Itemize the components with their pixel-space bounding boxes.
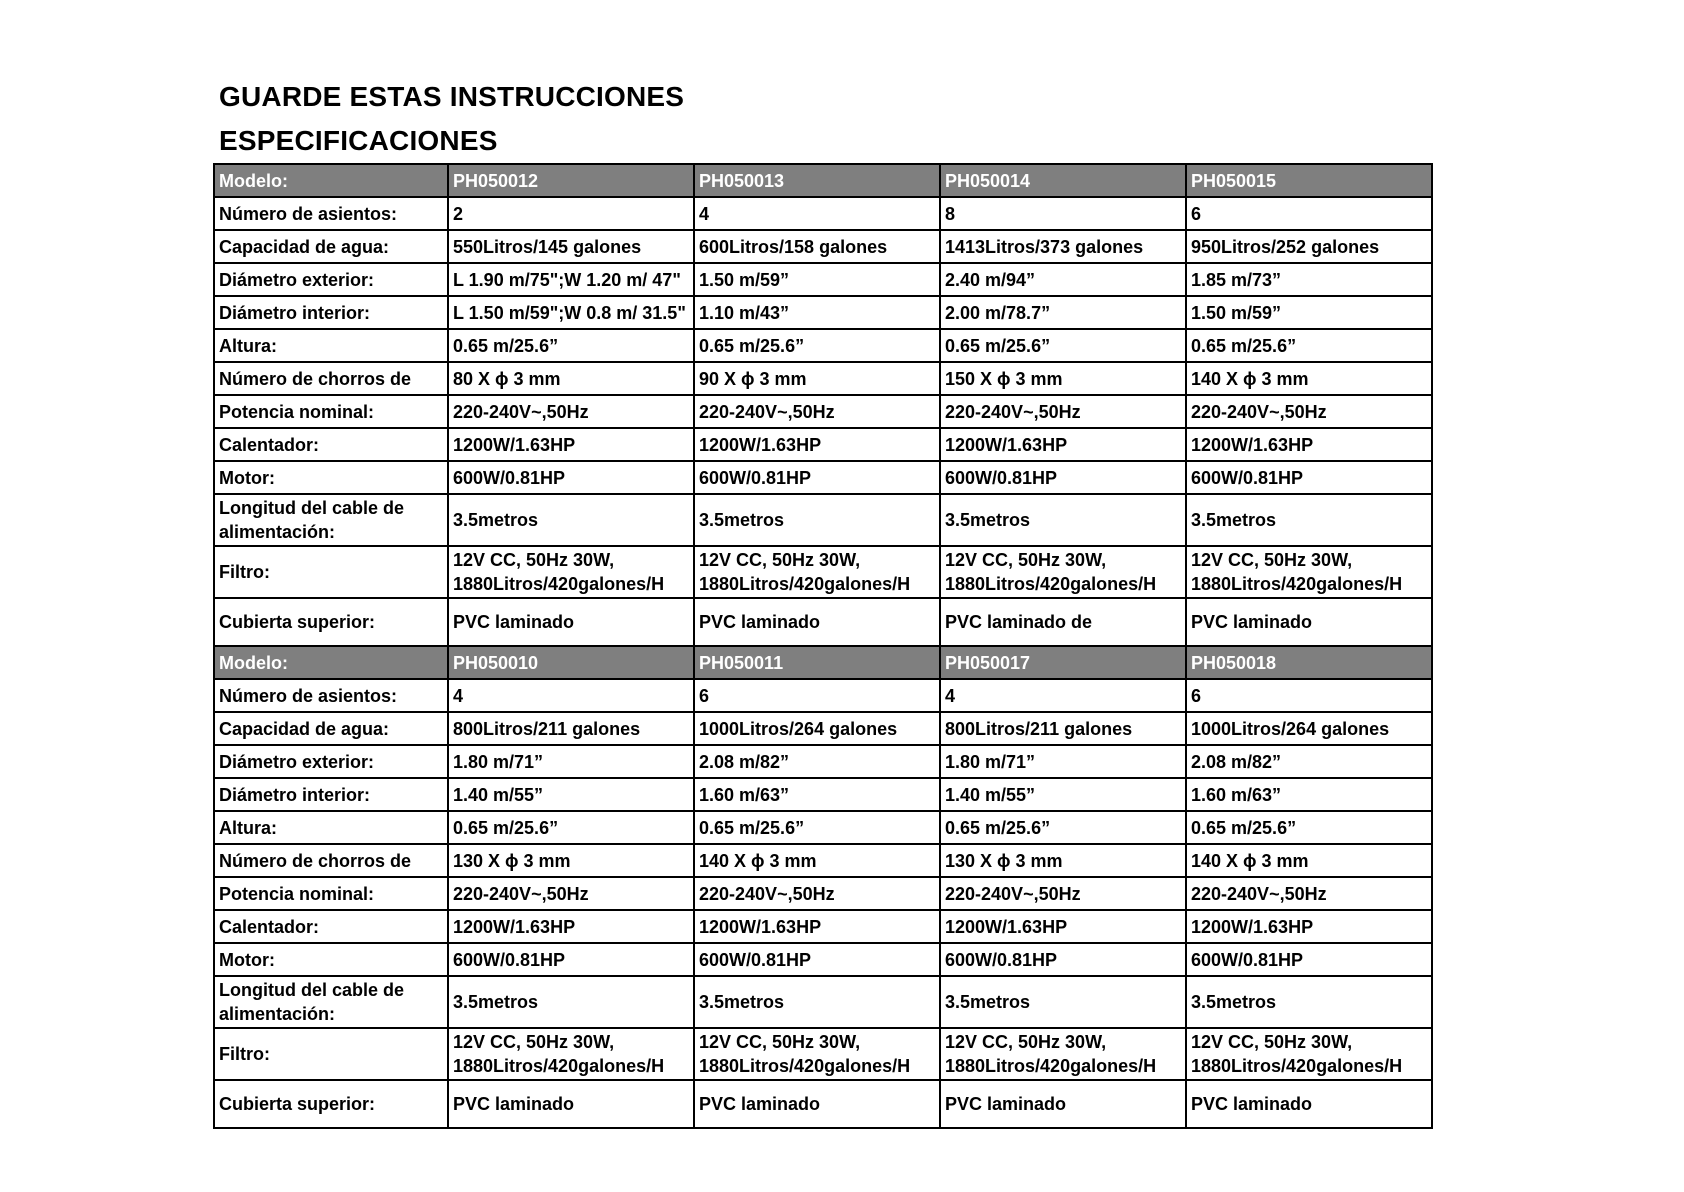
row-label: Calentador:: [214, 910, 448, 943]
row-label: Número de chorros de: [214, 362, 448, 395]
table-cell: 1.80 m/71”: [448, 745, 694, 778]
row-label: Diámetro interior:: [214, 778, 448, 811]
power-row: [214, 395, 1432, 428]
table-cell: 1200W/1.63HP: [694, 428, 940, 461]
motor-row: [214, 943, 1432, 976]
table-cell: 0.65 m/25.6”: [940, 811, 1186, 844]
table-cell: [448, 546, 694, 598]
table-cell: 3.5metros: [940, 976, 1186, 1028]
table-cell: 950Litros/252 galones: [1186, 230, 1432, 263]
filter-row: [214, 546, 1432, 598]
filter-flow-line: 1880Litros/420galones/H: [945, 1056, 1157, 1076]
table-cell: 1.50 m/59”: [1186, 296, 1432, 329]
table-cell: PVC laminado: [1186, 598, 1432, 646]
table-cell: 600W/0.81HP: [940, 461, 1186, 494]
row-label: Número de asientos:: [214, 679, 448, 712]
table-cell: 600W/0.81HP: [1186, 461, 1432, 494]
table-cell: 1.50 m/59”: [694, 263, 940, 296]
table-cell: 220-240V~,50Hz: [448, 877, 694, 910]
table-cell: 1.10 m/43”: [694, 296, 940, 329]
row-label: Calentador:: [214, 428, 448, 461]
table-cell: 1.40 m/55”: [940, 778, 1186, 811]
table-cell: 220-240V~,50Hz: [940, 877, 1186, 910]
row-label: Diámetro exterior:: [214, 745, 448, 778]
table-cell: 3.5metros: [1186, 494, 1432, 546]
row-label: Longitud del cable de alimentación:: [214, 494, 448, 546]
filter-flow-line: 1880Litros/420galones/H: [945, 574, 1157, 594]
row-label: Capacidad de agua:: [214, 712, 448, 745]
height-row: [214, 811, 1432, 844]
water-capacity-row: [214, 230, 1432, 263]
table-cell: 220-240V~,50Hz: [940, 395, 1186, 428]
table-cell: 4: [694, 197, 940, 230]
outer-diameter-row: [214, 745, 1432, 778]
table-cell: [940, 1028, 1186, 1080]
table-cell: 3.5metros: [1186, 976, 1432, 1028]
table-cell: 2: [448, 197, 694, 230]
table-cell: 1200W/1.63HP: [448, 428, 694, 461]
table-cell: 220-240V~,50Hz: [694, 395, 940, 428]
table-cell: 0.65 m/25.6”: [448, 329, 694, 362]
table-cell: 90 X ϕ 3 mm: [694, 362, 940, 395]
table-cell: 1.85 m/73”: [1186, 263, 1432, 296]
table-cell: 6: [1186, 679, 1432, 712]
table-cell: 1.60 m/63”: [694, 778, 940, 811]
model-header-row: [214, 646, 1432, 679]
table-cell: 130 X ϕ 3 mm: [448, 844, 694, 877]
filter-spec-line: 12V CC, 50Hz 30W,: [453, 1032, 615, 1052]
table-cell: 600W/0.81HP: [694, 943, 940, 976]
table-cell: 800Litros/211 galones: [940, 712, 1186, 745]
filter-spec-line: 12V CC, 50Hz 30W,: [945, 1032, 1107, 1052]
table-cell: [448, 1028, 694, 1080]
table-cell: 220-240V~,50Hz: [694, 877, 940, 910]
model-name: PH050017: [940, 646, 1186, 679]
table-cell: 1200W/1.63HP: [448, 910, 694, 943]
row-label: Altura:: [214, 811, 448, 844]
jets-row: [214, 844, 1432, 877]
row-label: Diámetro interior:: [214, 296, 448, 329]
table-cell: 6: [1186, 197, 1432, 230]
table-cell: 600W/0.81HP: [448, 943, 694, 976]
table-cell: 3.5metros: [448, 494, 694, 546]
filter-flow-line: 1880Litros/420galones/H: [1191, 1056, 1403, 1076]
table-cell: [694, 1028, 940, 1080]
row-label: Potencia nominal:: [214, 877, 448, 910]
model-label: Modelo:: [214, 164, 448, 197]
filter-spec-line: 12V CC, 50Hz 30W,: [699, 1032, 861, 1052]
filter-row: [214, 1028, 1432, 1080]
table-cell: 4: [940, 679, 1186, 712]
row-label: Cubierta superior:: [214, 598, 448, 646]
model-name: PH050012: [448, 164, 694, 197]
seats-row: [214, 679, 1432, 712]
table-cell: PVC laminado: [448, 598, 694, 646]
table-cell: [694, 546, 940, 598]
water-capacity-row: [214, 712, 1432, 745]
table-cell: 1.80 m/71”: [940, 745, 1186, 778]
section-title: ESPECIFICACIONES: [219, 125, 498, 156]
table-cell: 3.5metros: [448, 976, 694, 1028]
filter-flow-line: 1880Litros/420galones/H: [1191, 574, 1403, 594]
table-cell: 140 X ϕ 3 mm: [1186, 362, 1432, 395]
table-cell: 600Litros/158 galones: [694, 230, 940, 263]
row-label: Número de asientos:: [214, 197, 448, 230]
specifications-table: [213, 163, 1433, 1129]
filter-flow-line: 1880Litros/420galones/H: [699, 1056, 911, 1076]
table-cell: 1200W/1.63HP: [940, 428, 1186, 461]
table-cell: 8: [940, 197, 1186, 230]
table-cell: 3.5metros: [694, 976, 940, 1028]
table-cell: 0.65 m/25.6”: [1186, 329, 1432, 362]
table-cell: 130 X ϕ 3 mm: [940, 844, 1186, 877]
filter-spec-line: 12V CC, 50Hz 30W,: [1191, 550, 1353, 570]
row-label: Altura:: [214, 329, 448, 362]
filter-flow-line: 1880Litros/420galones/H: [699, 574, 911, 594]
filter-spec-line: 12V CC, 50Hz 30W,: [699, 550, 861, 570]
model-name: PH050013: [694, 164, 940, 197]
table-cell: 220-240V~,50Hz: [1186, 395, 1432, 428]
table-cell: 1200W/1.63HP: [940, 910, 1186, 943]
table-cell: 220-240V~,50Hz: [1186, 877, 1432, 910]
table-cell: PVC laminado: [1186, 1080, 1432, 1128]
table-cell: 3.5metros: [694, 494, 940, 546]
motor-row: [214, 461, 1432, 494]
heater-row: [214, 910, 1432, 943]
filter-spec-line: 12V CC, 50Hz 30W,: [453, 550, 615, 570]
table-cell: 4: [448, 679, 694, 712]
filter-spec-line: 12V CC, 50Hz 30W,: [1191, 1032, 1353, 1052]
table-cell: 140 X ϕ 3 mm: [1186, 844, 1432, 877]
row-label: Número de chorros de: [214, 844, 448, 877]
table-cell: PVC laminado: [694, 1080, 940, 1128]
table-cell: 600W/0.81HP: [448, 461, 694, 494]
table-cell: 0.65 m/25.6”: [694, 811, 940, 844]
filter-flow-line: 1880Litros/420galones/H: [453, 1056, 665, 1076]
table-cell: 1200W/1.63HP: [1186, 910, 1432, 943]
model-label: Modelo:: [214, 646, 448, 679]
table-cell: 1000Litros/264 galones: [694, 712, 940, 745]
table-cell: 0.65 m/25.6”: [1186, 811, 1432, 844]
cable-length-row: [214, 976, 1432, 1028]
table-cell: 3.5metros: [940, 494, 1186, 546]
heater-row: [214, 428, 1432, 461]
row-label: Motor:: [214, 461, 448, 494]
table-cell: 140 X ϕ 3 mm: [694, 844, 940, 877]
table-cell: L 1.50 m/59";W 0.8 m/ 31.5": [448, 296, 694, 329]
inner-diameter-row: [214, 296, 1432, 329]
inner-diameter-row: [214, 778, 1432, 811]
table-cell: 6: [694, 679, 940, 712]
power-row: [214, 877, 1432, 910]
height-row: [214, 329, 1432, 362]
model-name: PH050015: [1186, 164, 1432, 197]
table-cell: 800Litros/211 galones: [448, 712, 694, 745]
table-cell: 2.00 m/78.7”: [940, 296, 1186, 329]
table-cell: 80 X ϕ 3 mm: [448, 362, 694, 395]
table-cell: 2.40 m/94”: [940, 263, 1186, 296]
table-cell: 600W/0.81HP: [940, 943, 1186, 976]
table-cell: 1200W/1.63HP: [1186, 428, 1432, 461]
table-cell: PVC laminado: [694, 598, 940, 646]
filter-spec-line: 12V CC, 50Hz 30W,: [945, 550, 1107, 570]
table-cell: 220-240V~,50Hz: [448, 395, 694, 428]
model-header-row: [214, 164, 1432, 197]
top-cover-row: [214, 598, 1432, 646]
row-label: Longitud del cable de alimentación:: [214, 976, 448, 1028]
table-cell: 550Litros/145 galones: [448, 230, 694, 263]
row-label: Motor:: [214, 943, 448, 976]
row-label: Diámetro exterior:: [214, 263, 448, 296]
table-cell: 1413Litros/373 galones: [940, 230, 1186, 263]
model-name: PH050018: [1186, 646, 1432, 679]
table-cell: [1186, 1028, 1432, 1080]
model-name: PH050014: [940, 164, 1186, 197]
table-cell: 600W/0.81HP: [1186, 943, 1432, 976]
seats-row: [214, 197, 1432, 230]
table-cell: 0.65 m/25.6”: [694, 329, 940, 362]
outer-diameter-row: [214, 263, 1432, 296]
table-cell: 0.65 m/25.6”: [940, 329, 1186, 362]
row-label: Filtro:: [214, 1028, 448, 1080]
table-cell: PVC laminado: [448, 1080, 694, 1128]
table-cell: [1186, 546, 1432, 598]
row-label: Filtro:: [214, 546, 448, 598]
cable-length-row: [214, 494, 1432, 546]
table-cell: 1000Litros/264 galones: [1186, 712, 1432, 745]
table-cell: 2.08 m/82”: [1186, 745, 1432, 778]
row-label: Cubierta superior:: [214, 1080, 448, 1128]
table-cell: 1.60 m/63”: [1186, 778, 1432, 811]
table-cell: 1.40 m/55”: [448, 778, 694, 811]
filter-flow-line: 1880Litros/420galones/H: [453, 574, 665, 594]
table-cell: L 1.90 m/75";W 1.20 m/ 47": [448, 263, 694, 296]
model-name: PH050010: [448, 646, 694, 679]
table-cell: 150 X ϕ 3 mm: [940, 362, 1186, 395]
table-cell: PVC laminado de: [940, 598, 1186, 646]
model-name: PH050011: [694, 646, 940, 679]
table-cell: 2.08 m/82”: [694, 745, 940, 778]
top-cover-row: [214, 1080, 1432, 1128]
row-label: Capacidad de agua:: [214, 230, 448, 263]
table-cell: 600W/0.81HP: [694, 461, 940, 494]
table-cell: 0.65 m/25.6”: [448, 811, 694, 844]
table-cell: [940, 546, 1186, 598]
row-label: Potencia nominal:: [214, 395, 448, 428]
jets-row: [214, 362, 1432, 395]
table-cell: 1200W/1.63HP: [694, 910, 940, 943]
table-cell: PVC laminado: [940, 1080, 1186, 1128]
page-title: GUARDE ESTAS INSTRUCCIONES: [219, 81, 685, 112]
